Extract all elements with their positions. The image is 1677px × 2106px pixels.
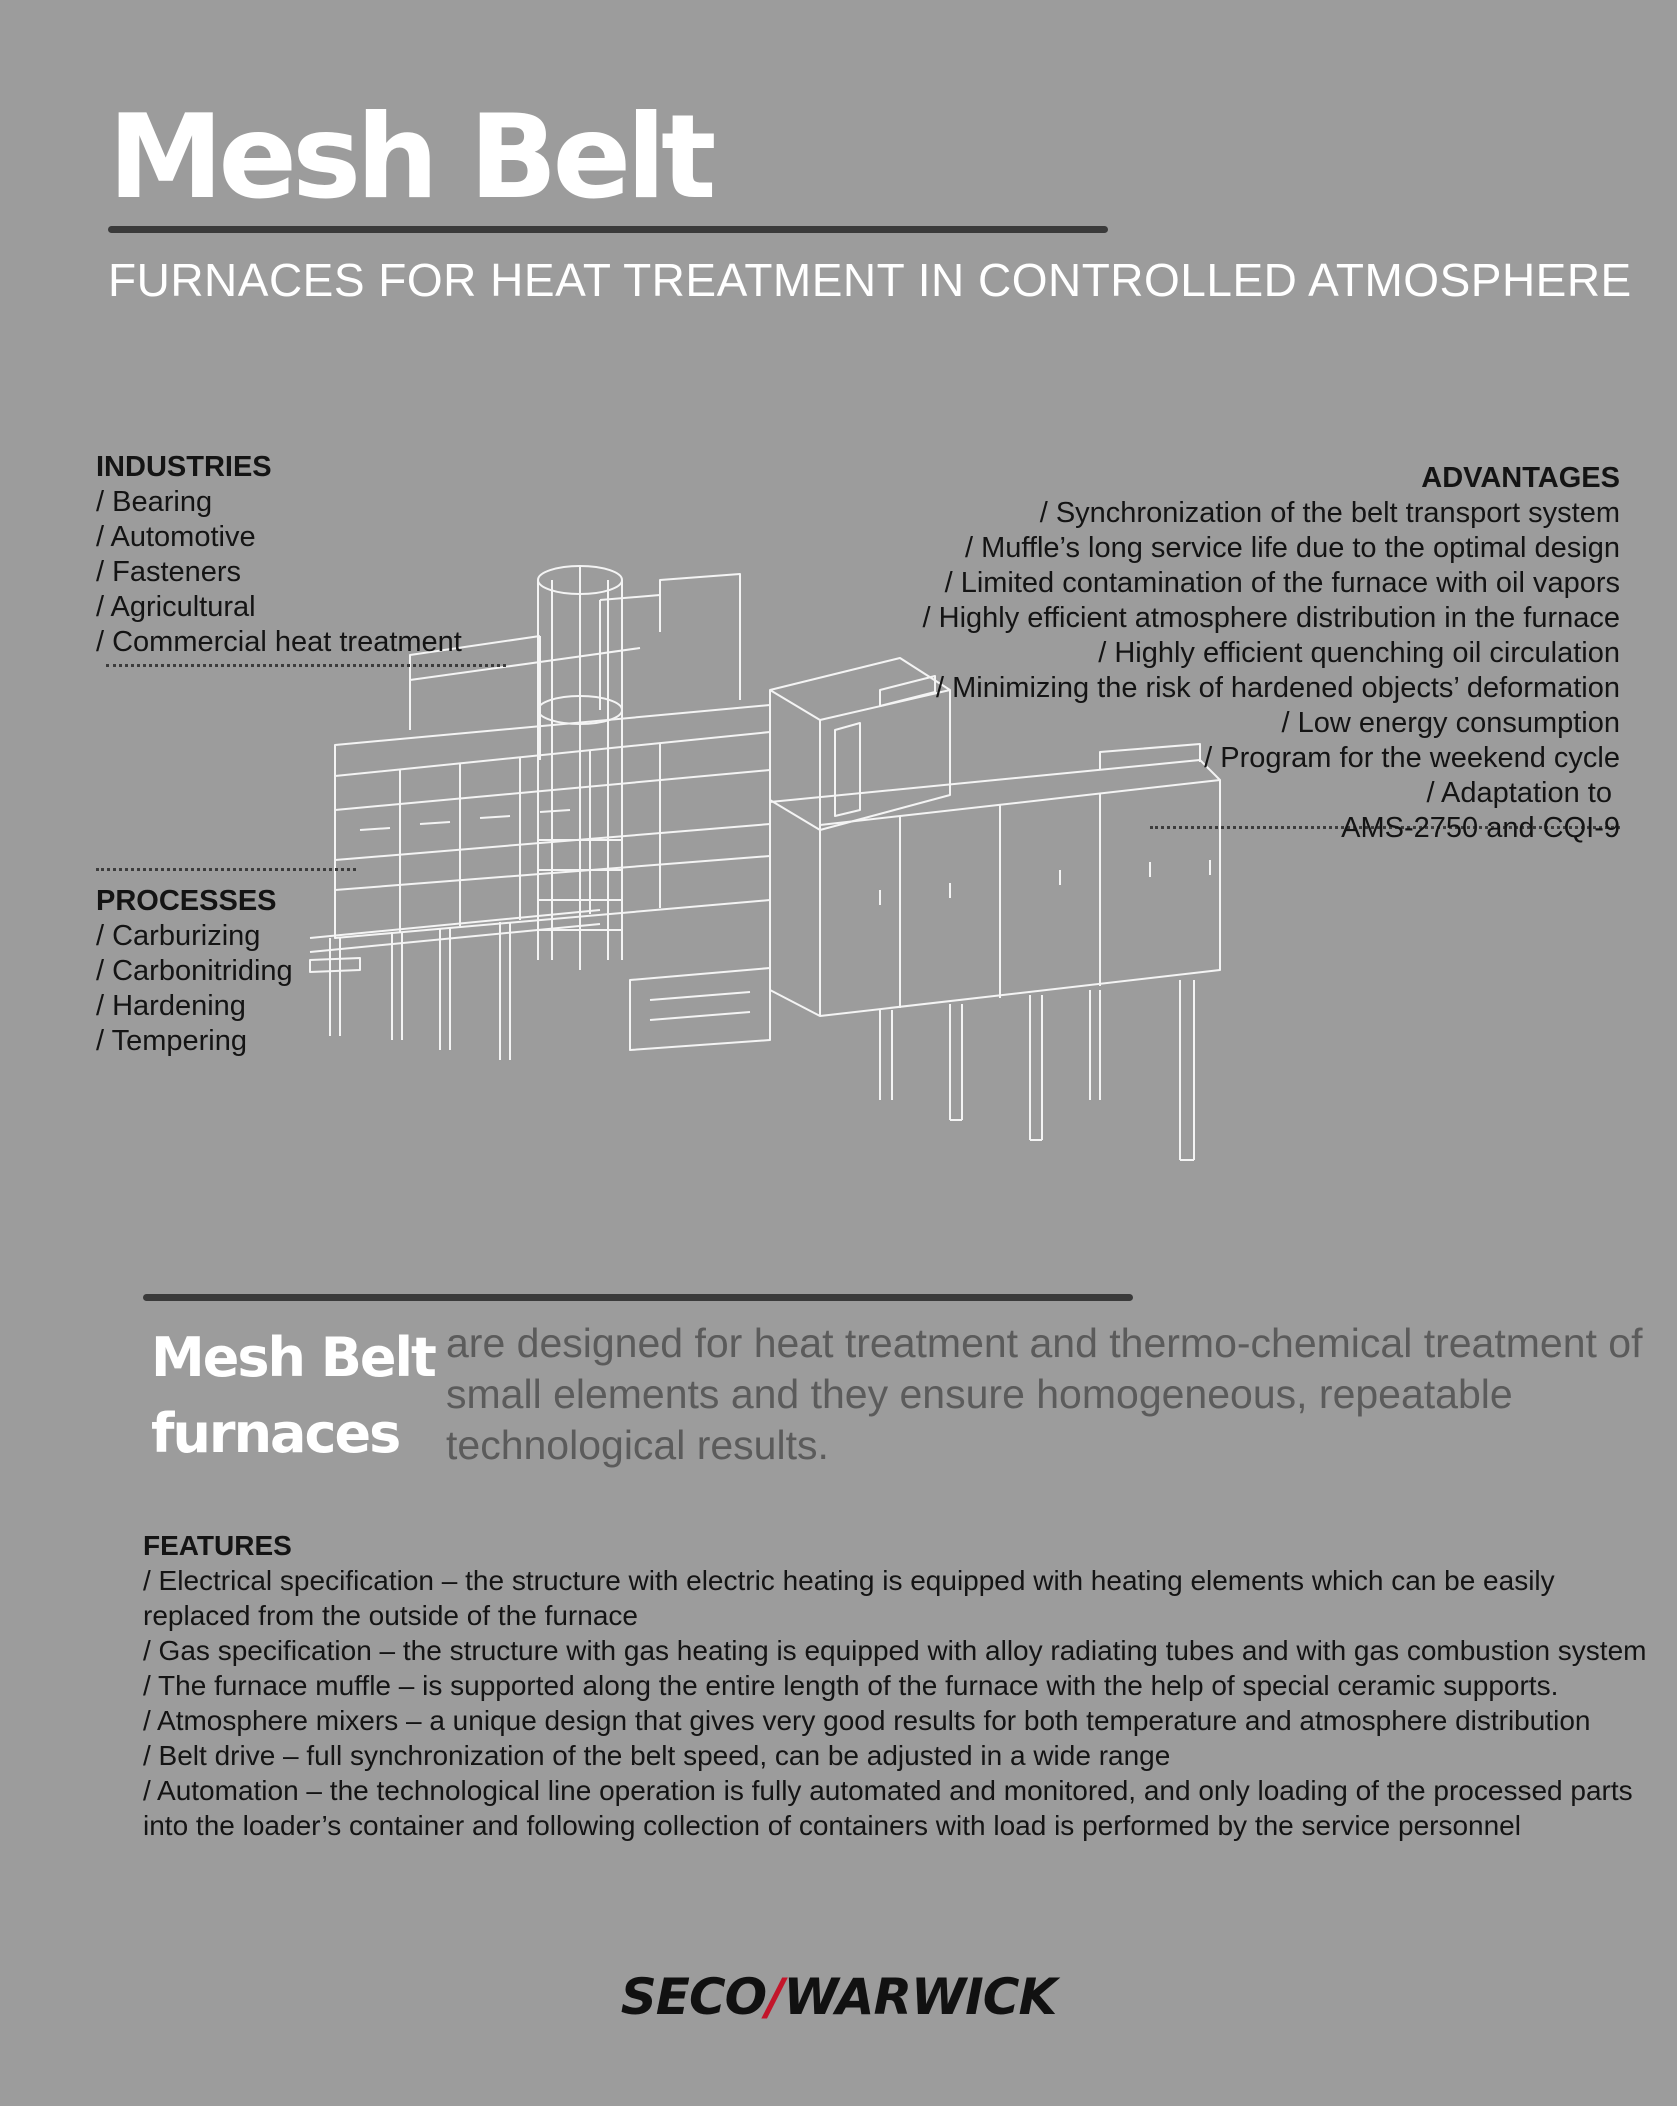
list-item: / Highly efficient quenching oil circulation bbox=[1098, 637, 1620, 669]
features-heading: FEATURES bbox=[143, 1530, 292, 1561]
advantages-list bbox=[923, 461, 1620, 846]
list-item: / Synchronization of the belt transport system bbox=[1039, 497, 1620, 529]
title-underline bbox=[108, 226, 1108, 233]
list-item: / Muffle’s long service life due to the optimal design bbox=[964, 532, 1620, 564]
list-item: / Fasteners bbox=[96, 556, 242, 588]
list-item: / Carbonitriding bbox=[96, 955, 293, 987]
logo-right: WARWICK bbox=[783, 1968, 1057, 2026]
list-item: / Minimizing the risk of hardened objects’ deformation bbox=[936, 672, 1620, 704]
processes-heading: PROCESSES bbox=[96, 885, 277, 917]
hero-description: are designed for heat treatment and thermo-chemical treatment of small elements and they ensure homogeneous, repeatable technological results. bbox=[446, 1320, 1643, 1468]
processes-list bbox=[96, 884, 293, 1059]
list-item: / Hardening bbox=[96, 990, 246, 1022]
list-item: / Automation – the technological line operation is fully automated and monitored, and only loading of the processed parts into the loader’s container and following collection of containers with load is performed by the service personnel bbox=[143, 1775, 1633, 1841]
list-item: / Gas specification – the structure with gas heating is equipped with alloy radiating tubes and with gas combustion system bbox=[143, 1635, 1647, 1666]
section-divider bbox=[143, 1294, 1133, 1301]
page-subtitle: FURNACES FOR HEAT TREATMENT IN CONTROLLED ATMOSPHERE bbox=[108, 254, 1632, 306]
list-item: / Automotive bbox=[96, 521, 256, 553]
industries-list bbox=[96, 450, 462, 660]
list-item: / Belt drive – full synchronization of the belt speed, can be adjusted in a wide range bbox=[143, 1740, 1171, 1771]
page-title: Mesh Belt bbox=[108, 90, 712, 225]
list-item: / Agricultural bbox=[96, 591, 256, 623]
logo-slash: / bbox=[766, 1968, 784, 2026]
hero-name-line: furnaces bbox=[151, 1402, 400, 1465]
list-item: / The furnace muffle – is supported along the entire length of the furnace with the help of special ceramic supports. bbox=[143, 1670, 1559, 1701]
brand-logo bbox=[0, 1968, 1677, 2026]
list-item: / Bearing bbox=[96, 486, 213, 518]
industries-leader-line bbox=[106, 664, 506, 667]
list-item: / Atmosphere mixers – a unique design that gives very good results for both temperature and atmosphere distribution bbox=[143, 1705, 1591, 1736]
hero-product-name bbox=[151, 1320, 435, 1472]
list-item: / Highly efficient atmosphere distribution in the furnace bbox=[922, 602, 1620, 634]
processes-leader-line bbox=[96, 868, 356, 871]
list-item: AMS-2750 and CQI-9 bbox=[1341, 812, 1620, 844]
list-item: / Program for the weekend cycle bbox=[1204, 742, 1620, 774]
list-item: / Low energy consumption bbox=[1281, 707, 1620, 739]
logo-left: SECO bbox=[620, 1968, 767, 2026]
hero-name-line: Mesh Belt bbox=[151, 1326, 435, 1389]
list-item: / Limited contamination of the furnace with oil vapors bbox=[944, 567, 1620, 599]
list-item: / Tempering bbox=[96, 1025, 247, 1057]
list-item: / Electrical specification – the structure with electric heating is equipped with heating elements which can be easily replaced from the outside of the furnace bbox=[143, 1565, 1555, 1631]
list-item: / Commercial heat treatment bbox=[96, 626, 462, 658]
advantages-heading: ADVANTAGES bbox=[1421, 462, 1620, 494]
industries-heading: INDUSTRIES bbox=[96, 451, 272, 483]
list-item: / Carburizing bbox=[96, 920, 261, 952]
features-list bbox=[143, 1528, 1663, 1843]
list-item: / Adaptation to bbox=[1426, 777, 1620, 809]
